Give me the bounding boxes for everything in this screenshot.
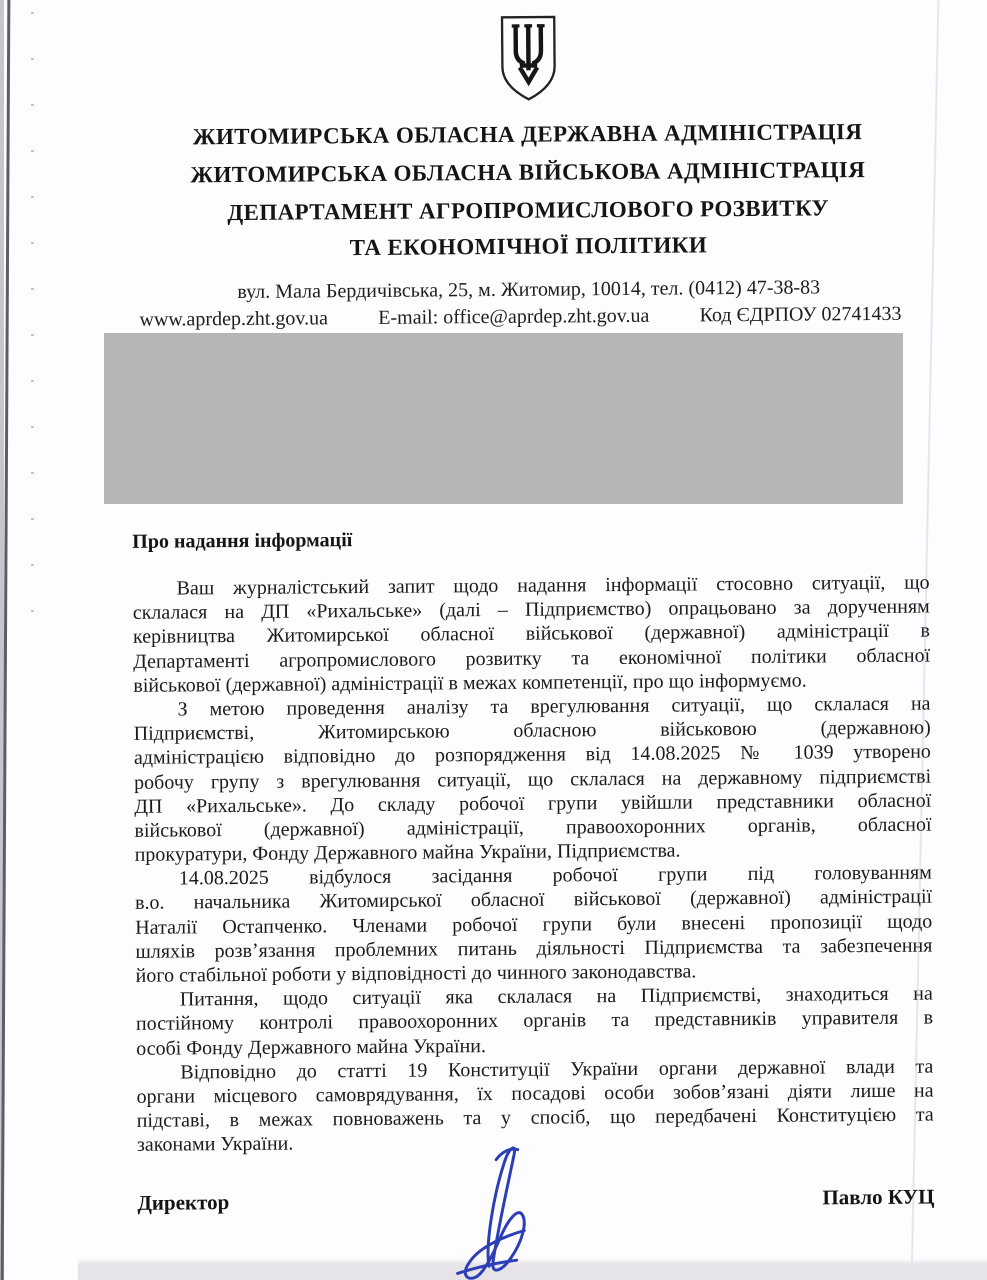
handwritten-signature-image xyxy=(420,1135,583,1280)
body-line: Наталії Остапченко. Членами робочої групи були внесені пропозиції щодо xyxy=(135,910,933,939)
paragraph xyxy=(132,571,930,698)
redacted-block xyxy=(104,333,903,504)
body-line: робочу групу з врегулювання ситуації, що склалася на державному підприємстві xyxy=(134,765,932,794)
signer-position-label: Директор xyxy=(137,1190,230,1215)
paragraph xyxy=(135,861,933,988)
body-line: склалася на ДП «Рихальське» (далі – Підприємство) опрацьовано за дорученням xyxy=(132,595,930,625)
body-line: підставі, в межах повноважень та у спосіб, що передбачені Конституцією та xyxy=(136,1103,934,1132)
signature-ink xyxy=(457,1148,525,1279)
dept-name-line2: ТА ЕКОНОМІЧНОЇ ПОЛІТИКИ xyxy=(349,232,708,261)
body-line: керівництва Житомирської обласної військової (державної) адміністрації в xyxy=(132,619,931,649)
paragraph xyxy=(136,982,934,1061)
body-line: ДП «Рихальське». До складу робочої групи увійшли представники обласної xyxy=(134,789,932,818)
body-line: його стабільної роботи у відповідності до чинного законодавства. xyxy=(135,960,697,987)
ukraine-trident-emblem-icon xyxy=(499,13,558,103)
email-text: E-mail: office@aprdep.zht.gov.ua xyxy=(378,304,650,329)
body-line: військової (державної) адміністрації, правоохоронних органів, обласної xyxy=(134,813,932,842)
body-line: Підприємстві, Житомирською обласною військовою (державною) xyxy=(133,716,931,745)
body-line: Питання, щодо ситуації яка склалася на Підприємстві, знаходиться на xyxy=(179,982,933,1011)
body-line: Відповідно до статті 19 Конституції України органи державної влади та xyxy=(180,1055,934,1084)
body-line: шляхів розв’язання проблемних питань діяльності Підприємства та забезпечення xyxy=(135,934,933,963)
body-line: прокуратури, Фонду Державного майна України, Підприємства. xyxy=(134,839,681,866)
letter-subject: Про надання інформації xyxy=(132,529,353,553)
org-name-line2: ЖИТОМИРСЬКА ОБЛАСНА ВІЙСЬКОВА АДМІНІСТРАЦІЯ xyxy=(190,157,866,188)
contact-row xyxy=(139,303,901,332)
body-line: законами України. xyxy=(136,1132,294,1157)
body-line: Департаменті агропромислового розвитку та економічної політики обласної xyxy=(133,644,931,673)
body-line: 14.08.2025 відбулося засідання робочої групи під головуванням xyxy=(178,861,932,890)
paragraph xyxy=(133,692,931,868)
body-line: постійному контролі правоохоронних органів та представників управителя в xyxy=(135,1006,934,1036)
body-line: в.о. начальника Житомирської обласної військової (державної) адміністрації xyxy=(134,886,933,915)
dept-name-line1: ДЕПАРТАМЕНТ АГРОПРОМИСЛОВОГО РОЗВИТКУ xyxy=(227,195,830,226)
edrpou-code: Код ЄДРПОУ 02741433 xyxy=(699,302,902,327)
body-line: З метою проведення аналізу та врегулювання ситуації, що склалася на xyxy=(177,692,931,721)
body-line: адміністрацією відповідно до розпорядження від 14.08.2025 № 1039 утворено xyxy=(133,740,931,770)
body-line: Ваш журналістський запит щодо надання інформації стосовно ситуації, що xyxy=(176,571,930,600)
body-line: особі Фонду Державного майна України. xyxy=(136,1034,487,1060)
org-name-line1: ЖИТОМИРСЬКА ОБЛАСНА ДЕРЖАВНА АДМІНІСТРАЦІЯ xyxy=(192,119,863,150)
website-text: www.aprdep.zht.gov.ua xyxy=(139,307,329,331)
signer-name-label: Павло КУЦ xyxy=(822,1184,935,1210)
body-paragraphs xyxy=(132,571,934,1158)
body-line: військової (державної) адміністрації в межах компетенції, про що інформуємо. xyxy=(133,669,807,697)
postal-address: вул. Мала Бердичівська, 25, м. Житомир, 10014, тел. (0412) 47-38-83 xyxy=(237,276,821,304)
body-line: органи місцевого самоврядування, їх посадові особи зобов’язані діяти лише на xyxy=(136,1079,934,1108)
